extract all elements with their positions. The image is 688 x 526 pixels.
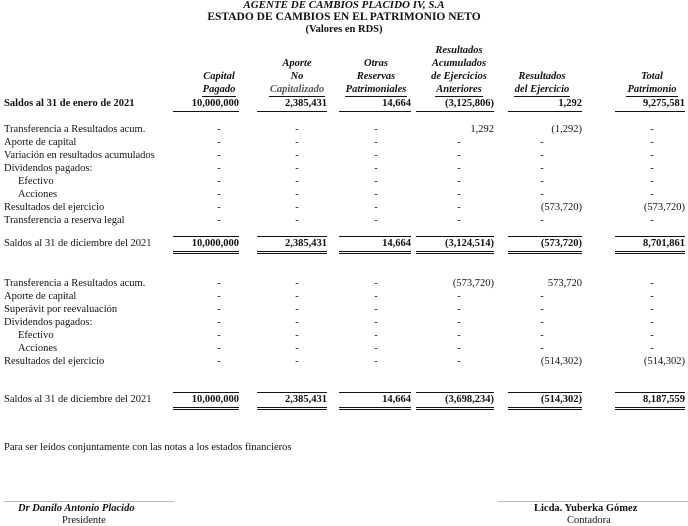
cell-value: - [217,317,221,328]
double-underline [416,407,494,410]
double-underline [257,251,327,254]
cell-value: 8,701,861 [643,238,685,249]
signature-line-accountant [498,501,688,502]
cell-value: - [374,202,378,213]
column-header-text: Anteriores [436,84,482,95]
subtotal-rule [339,236,411,237]
cell-value: - [457,176,461,187]
cell-value: - [295,124,299,135]
cell-value: - [374,124,378,135]
row-label: Superávit por reevaluación [4,304,118,315]
cell-value: - [374,304,378,315]
cell-value: 8,187,559 [643,394,685,405]
cell-value: - [374,343,378,354]
cell-value: - [650,317,654,328]
column-header-text: Resultados [435,45,483,56]
column-header-line [338,83,414,97]
cell-value: - [457,330,461,341]
column-header-text: Capital [203,71,235,82]
row-label: Transferencia a Resultados acum. [4,124,146,135]
column-header-text: Capitalizado [269,84,325,95]
cell-value: - [295,291,299,302]
cell-value: - [650,215,654,226]
cell-value: - [540,137,544,148]
cell-value: - [457,150,461,161]
cell-value: (573,720) [540,202,582,213]
column-header-line [503,83,581,97]
cell-value: - [217,163,221,174]
cell-value: - [457,356,461,367]
cell-value: (573,720) [452,278,494,289]
cell-value: - [217,343,221,354]
cell-value: - [650,150,654,161]
cell-value: 2,385,431 [285,394,327,405]
statement-title: ESTADO DE CAMBIOS EN EL PATRIMONIO NETO [207,11,481,23]
cell-value: - [217,215,221,226]
cell-value: - [374,150,378,161]
cell-value: - [457,202,461,213]
currency-note: (Valores en RDS) [305,24,383,35]
cell-value: - [650,137,654,148]
cell-value: 573,720 [547,278,582,289]
column-header-line [260,83,334,97]
row-label: Aporte de capital [4,291,77,302]
cell-value: - [540,215,544,226]
cell-value: - [540,330,544,341]
column-header-line [418,70,500,83]
cell-value: - [650,304,654,315]
subtotal-rule [508,392,582,393]
double-underline [173,407,239,410]
cell-value: (573,720) [643,202,685,213]
cell-value: - [295,278,299,289]
column-header-text: No [290,71,304,82]
cell-value: 1,292 [558,98,582,109]
row-label: Resultados del ejercicio [4,202,105,213]
cell-value: - [295,202,299,213]
double-underline [508,407,582,410]
subtotal-rule [339,392,411,393]
cell-value: 2,385,431 [285,98,327,109]
underline [508,111,582,112]
cell-value: 10,000,000 [191,394,239,405]
cell-value: - [457,189,461,200]
column-header-line [184,83,254,97]
double-underline [416,251,494,254]
cell-value: - [540,176,544,187]
cell-value: - [540,150,544,161]
cell-value: - [457,163,461,174]
row-label: Saldos al 31 de diciembre del 2021 [4,238,152,249]
column-header-line [615,70,688,83]
cell-value: - [295,137,299,148]
cell-value: (514,302) [643,356,685,367]
cell-value: - [217,304,221,315]
subtotal-rule [257,236,327,237]
cell-value: 14,664 [382,238,411,249]
cell-value: (3,124,514) [445,238,494,249]
column-header-line [184,70,254,83]
row-label: Aporte de capital [4,137,77,148]
cell-value: - [295,176,299,187]
row-label: Acciones [18,343,58,354]
double-underline [615,251,685,254]
cell-value: - [457,317,461,328]
cell-value: - [540,317,544,328]
cell-value: 14,664 [382,98,411,109]
column-header-text: de Ejercicios [431,71,487,82]
column-header-line [338,57,414,70]
cell-value: - [217,356,221,367]
row-label: Efectivo [18,176,54,187]
cell-value: - [374,356,378,367]
column-header-line [418,57,500,70]
row-label: Acciones [18,189,58,200]
column-header-line [338,70,414,83]
cell-value: - [540,304,544,315]
cell-value: 14,664 [382,394,411,405]
row-label: Saldos al 31 de enero de 2021 [4,98,135,109]
cell-value: - [374,291,378,302]
cell-value: (573,720) [540,238,582,249]
signature-name-accountant: Licda. Yuberka Gómez [534,503,638,514]
row-label: Variación en resultados acumulados [4,150,155,161]
column-header-line [418,83,500,97]
cell-value: - [374,215,378,226]
column-header-text: Aporte [282,58,312,69]
cell-value: - [374,189,378,200]
cell-value: - [650,330,654,341]
cell-value: (514,302) [540,394,582,405]
cell-value: - [374,176,378,187]
cell-value: - [540,291,544,302]
cell-value: - [295,163,299,174]
cell-value: - [217,202,221,213]
double-underline [339,251,411,254]
cell-value: 1,292 [470,124,494,135]
cell-value: 10,000,000 [191,98,239,109]
cell-value: 2,385,431 [285,238,327,249]
cell-value: - [457,137,461,148]
column-header-line [615,83,688,97]
cell-value: - [217,124,221,135]
cell-value: - [295,317,299,328]
cell-value: - [295,356,299,367]
cell-value: - [457,304,461,315]
column-header-line [503,70,581,83]
signature-line-president [4,501,174,502]
row-label: Saldos al 31 de diciembre del 2021 [4,394,152,405]
cell-value: - [650,163,654,174]
cell-value: - [295,304,299,315]
cell-value: - [540,189,544,200]
cell-value: - [217,291,221,302]
underline [416,111,494,112]
column-header-text: Pagado [202,84,236,95]
double-underline [508,251,582,254]
cell-value: - [295,215,299,226]
row-label: Transferencia a Resultados acum. [4,278,146,289]
cell-value: - [295,150,299,161]
cell-value: - [650,278,654,289]
row-label: Transferencia a reserva legal [4,215,125,226]
underline [615,111,685,112]
cell-value: - [540,343,544,354]
signature-role-president: Presidente [62,515,106,526]
cell-value: - [217,176,221,187]
column-header-line [260,57,334,70]
column-header-text: Patrimonio [627,84,677,95]
cell-value: (3,698,234) [445,394,494,405]
cell-value: - [217,330,221,341]
cell-value: - [374,163,378,174]
underline [173,111,239,112]
company-name: AGENTE DE CAMBIOS PLACIDO IV, S.A [243,0,445,11]
cell-value: - [295,189,299,200]
cell-value: - [540,163,544,174]
cell-value: - [457,343,461,354]
subtotal-rule [615,392,685,393]
subtotal-rule [173,392,239,393]
cell-value: - [374,278,378,289]
cell-value: - [374,317,378,328]
signature-role-accountant: Contadora [567,515,611,526]
column-header-text: del Ejercicio [514,84,570,95]
subtotal-rule [615,236,685,237]
cell-value: - [457,215,461,226]
subtotal-rule [416,236,494,237]
cell-value: - [650,189,654,200]
column-header-text: Otras [364,58,388,69]
column-header-text: Acumulados [431,58,487,69]
double-underline [173,251,239,254]
cell-value: (3,125,806) [445,98,494,109]
subtotal-rule [257,392,327,393]
row-label: Dividendos pagados: [4,163,93,174]
cell-value: - [217,189,221,200]
subtotal-rule [416,392,494,393]
cell-value: - [217,137,221,148]
column-header-line [418,44,500,57]
column-header-text: Reservas [356,71,396,82]
column-header-text: Total [641,71,663,82]
double-underline [615,407,685,410]
cell-value: - [650,343,654,354]
cell-value: - [217,278,221,289]
subtotal-rule [508,236,582,237]
column-header-line [260,70,334,83]
column-header-text: Patrimoniales [345,84,407,95]
cell-value: - [217,150,221,161]
column-header-text: Resultados [518,71,566,82]
double-underline [339,407,411,410]
subtotal-rule [173,236,239,237]
cell-value: - [457,291,461,302]
cell-value: - [650,291,654,302]
underline [339,111,411,112]
double-underline [257,407,327,410]
signature-name-president: Dr Danilo Antonio Placido [18,503,135,514]
cell-value: - [374,330,378,341]
cell-value: - [650,176,654,187]
row-label: Efectivo [18,330,54,341]
cell-value: - [295,330,299,341]
footnote: Para ser leídos conjuntamente con las notas a los estados financieros [4,442,292,453]
row-label: Dividendos pagados: [4,317,93,328]
cell-value: 9,275,581 [643,98,685,109]
cell-value: - [650,124,654,135]
cell-value: (514,302) [540,356,582,367]
cell-value: - [374,137,378,148]
cell-value: 10,000,000 [191,238,239,249]
cell-value: (1,292) [551,124,582,135]
cell-value: - [295,343,299,354]
underline [257,111,327,112]
row-label: Resultados del ejercicio [4,356,105,367]
